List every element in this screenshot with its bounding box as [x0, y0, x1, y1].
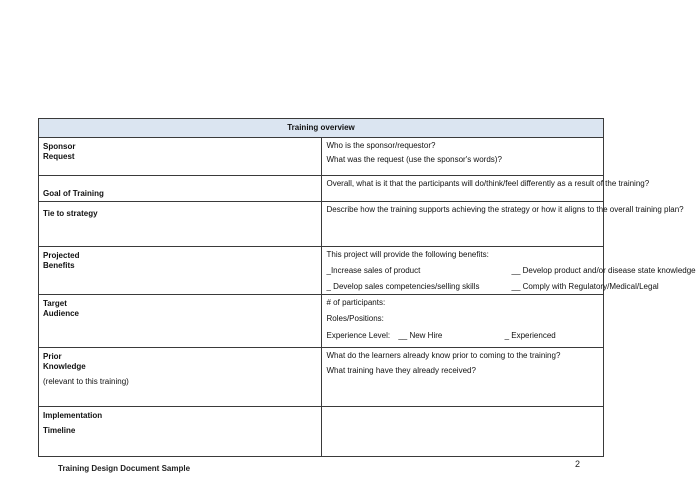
table-row — [39, 138, 604, 176]
table-row — [39, 295, 604, 348]
tie-to-strategy-content — [321, 202, 684, 247]
experience-new-hire: __ New Hire — [398, 330, 443, 340]
benefit-increase-sales: _Increase sales of product — [326, 266, 421, 276]
prior-question-2: What training have they already received? — [326, 366, 476, 376]
projected-benefits-label — [39, 247, 322, 295]
table-row — [39, 348, 604, 407]
target-audience-content — [321, 295, 604, 348]
prior-knowledge-content — [321, 348, 604, 407]
prior-label-line2: Knowledge — [43, 362, 86, 372]
document-footer-title: Training Design Document Sample — [58, 464, 191, 473]
tie-to-strategy-label: Tie to strategy — [39, 202, 322, 247]
table-row — [39, 247, 604, 295]
sponsor-request-label — [39, 138, 322, 176]
table-header: Training overview — [39, 119, 604, 138]
goal-content — [321, 176, 650, 202]
benefits-label-line1: Projected — [43, 251, 80, 260]
sponsor-question-1: Who is the sponsor/requestor? — [326, 141, 436, 150]
impl-label-line2: Timeline — [43, 426, 76, 436]
sponsor-question-2: What was the request (use the sponsor's words)? — [326, 155, 502, 165]
implementation-timeline-label — [39, 407, 322, 457]
prior-question-1: What do the learners already know prior to coming to the training? — [326, 351, 561, 360]
goal-question: Overall, what is it that the participants will do/think/feel differently as a result of the training? — [326, 179, 650, 188]
experience-experienced: _ Experienced — [504, 330, 556, 340]
goal-label: Goal of Training — [39, 176, 322, 202]
implementation-timeline-content — [321, 407, 604, 457]
experience-level — [327, 331, 599, 341]
sponsor-label-line1: Sponsor — [43, 142, 76, 151]
benefit-comply-regulatory: __ Comply with Regulatory/Medical/Legal — [511, 281, 659, 291]
sponsor-label-line2: Request — [43, 152, 75, 162]
benefit-develop-sales-competencies: _ Develop sales competencies/selling skills — [326, 281, 480, 291]
participants-count: # of participants: — [326, 298, 386, 307]
training-overview-table — [38, 118, 696, 457]
table-row — [39, 202, 604, 247]
table-row — [39, 407, 604, 457]
benefits-label-line2: Benefits — [43, 261, 75, 271]
page-number: 2 — [575, 459, 581, 469]
table-row — [39, 176, 604, 202]
sponsor-request-content — [321, 138, 604, 176]
impl-label-line1: Implementation — [43, 411, 103, 420]
roles-positions: Roles/Positions: — [326, 314, 384, 324]
projected-benefits-content — [321, 247, 696, 295]
prior-label-sub: (relevant to this training) — [43, 376, 129, 386]
benefits-row-2 — [326, 281, 659, 292]
experience-level-label: Experience Level: — [326, 330, 391, 340]
audience-label-line2: Audience — [43, 309, 80, 319]
audience-label-line1: Target — [43, 299, 67, 308]
prior-knowledge-label — [39, 348, 322, 407]
benefits-intro: This project will provide the following benefits: — [326, 250, 489, 259]
benefits-row-1 — [326, 266, 696, 276]
benefit-develop-product-knowledge: __ Develop product and/or disease state knowledge — [511, 266, 696, 276]
prior-label-line1: Prior — [43, 352, 62, 361]
target-audience-label — [39, 295, 322, 348]
tie-question: Describe how the training supports achieving the strategy or how it aligns to the overall training plan? — [326, 205, 684, 214]
